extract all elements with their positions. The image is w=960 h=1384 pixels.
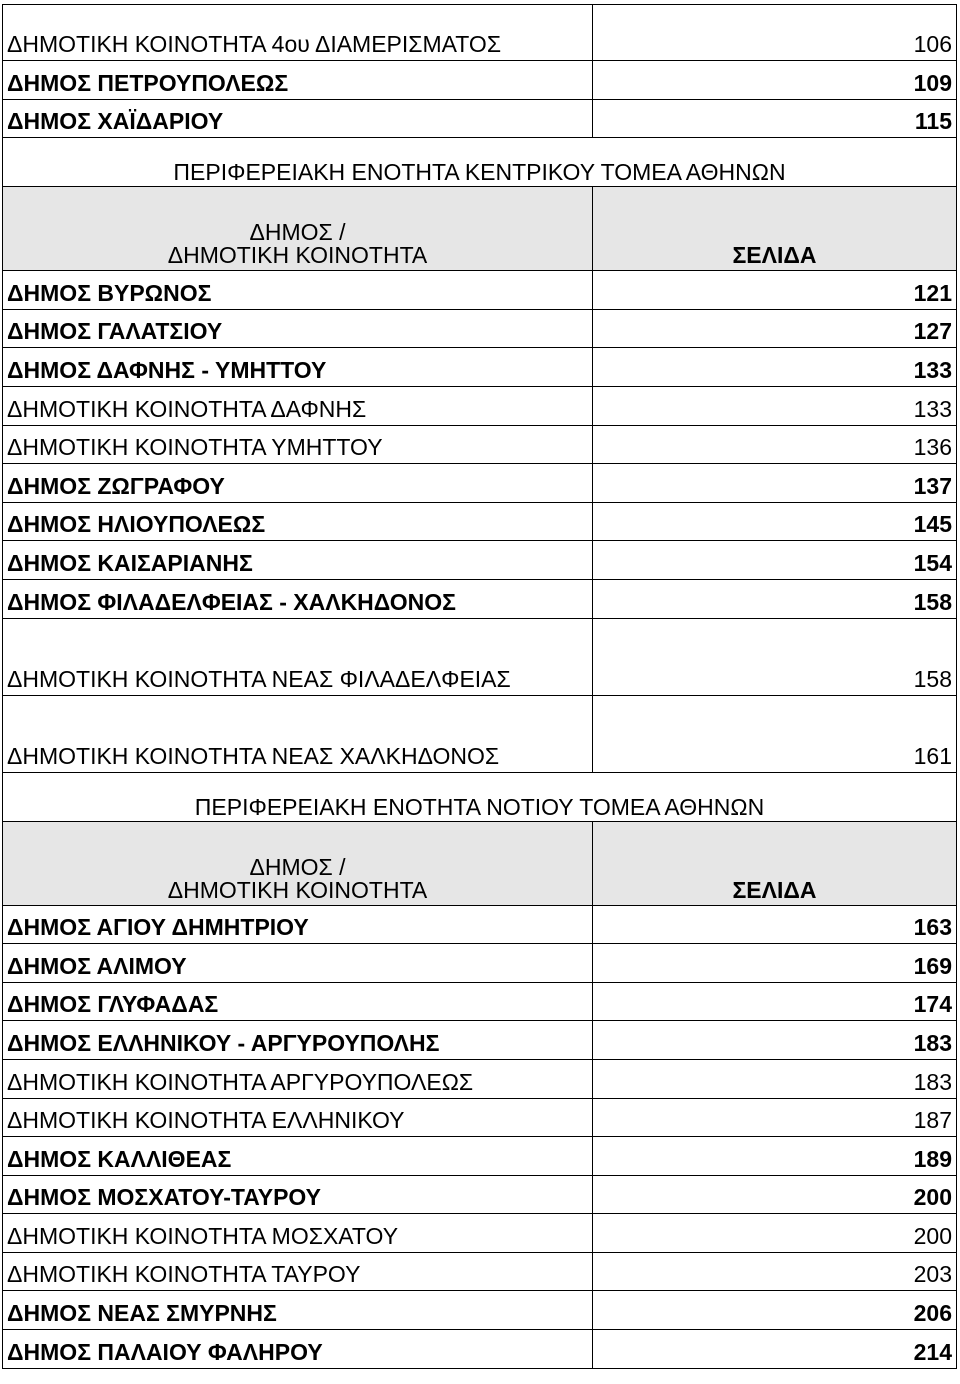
column-header-row [3, 821, 957, 905]
entry-page-number: 115 [593, 99, 957, 138]
entry-page-number: 183 [593, 1021, 957, 1060]
entry-name: ΔΗΜΟΣ ΜΟΣΧΑΤΟΥ-ΤΑΥΡΟΥ [3, 1175, 593, 1214]
entry-page-number: 187 [593, 1098, 957, 1137]
entry-page-number: 109 [593, 61, 957, 100]
entry-name: ΔΗΜΟΤΙΚΗ ΚΟΙΝΟΤΗΤΑ ΜΟΣΧΑΤΟΥ [3, 1214, 593, 1253]
entry-page-number: 158 [593, 579, 957, 618]
entry-name: ΔΗΜΟΣ ΒΥΡΩΝΟΣ [3, 271, 593, 310]
index-row [3, 386, 957, 425]
entry-name: ΔΗΜΟΣ ΧΑΪΔΑΡΙΟΥ [3, 99, 593, 138]
entry-page-number: 145 [593, 502, 957, 541]
entry-name: ΔΗΜΟΣ ΓΛΥΦΑΔΑΣ [3, 982, 593, 1021]
index-row [3, 1291, 957, 1330]
index-row [3, 905, 957, 944]
entry-page-number: 206 [593, 1291, 957, 1330]
entry-name: ΔΗΜΟΣ ΚΑΛΛΙΘΕΑΣ [3, 1137, 593, 1176]
index-row [3, 1021, 957, 1060]
index-row [3, 618, 957, 695]
column-header-line-2: ΔΗΜΟΤΙΚΗ ΚΟΙΝΟΤΗΤΑ [167, 242, 428, 269]
index-row [3, 695, 957, 772]
index-row [3, 1252, 957, 1291]
entry-page-number: 200 [593, 1175, 957, 1214]
entry-page-number: 169 [593, 944, 957, 983]
entry-name: ΔΗΜΟΤΙΚΗ ΚΟΙΝΟΤΗΤΑ ΝΕΑΣ ΧΑΛΚΗΔΟΝΟΣ [3, 695, 593, 772]
entry-name: ΔΗΜΟΣ ΠΑΛΑΙΟΥ ΦΑΛΗΡΟΥ [3, 1330, 593, 1369]
entry-name: ΔΗΜΟΣ ΓΑΛΑΤΣΙΟΥ [3, 309, 593, 348]
region-heading-row [3, 772, 957, 821]
column-header-row [3, 187, 957, 271]
entry-page-number: 200 [593, 1214, 957, 1253]
index-row [3, 309, 957, 348]
entry-page-number: 121 [593, 271, 957, 310]
index-row [3, 348, 957, 387]
index-row [3, 464, 957, 503]
entry-page-number: 106 [593, 5, 957, 61]
entry-page-number: 158 [593, 618, 957, 695]
index-row [3, 579, 957, 618]
entry-name: ΔΗΜΟΣ ΗΛΙΟΥΠΟΛΕΩΣ [3, 502, 593, 541]
entry-name: ΔΗΜΟΣ ΝΕΑΣ ΣΜΥΡΝΗΣ [3, 1291, 593, 1330]
entry-page-number: 203 [593, 1252, 957, 1291]
index-row [3, 1098, 957, 1137]
index-row [3, 1214, 957, 1253]
entry-name: ΔΗΜΟΣ ΚΑΙΣΑΡΙΑΝΗΣ [3, 541, 593, 580]
index-row [3, 502, 957, 541]
entry-name: ΔΗΜΟΣ ΑΛΙΜΟΥ [3, 944, 593, 983]
entry-name: ΔΗΜΟΣ ΕΛΛΗΝΙΚΟΥ - ΑΡΓΥΡΟΥΠΟΛΗΣ [3, 1021, 593, 1060]
entry-page-number: 214 [593, 1330, 957, 1369]
entry-name: ΔΗΜΟΣ ΔΑΦΝΗΣ - ΥΜΗΤΤΟΥ [3, 348, 593, 387]
entry-page-number: 136 [593, 425, 957, 464]
entry-page-number: 161 [593, 695, 957, 772]
entry-name: ΔΗΜΟΣ ΖΩΓΡΑΦΟΥ [3, 464, 593, 503]
column-header-line-1: ΔΗΜΟΣ / [249, 219, 346, 246]
entry-page-number: 133 [593, 386, 957, 425]
index-row [3, 982, 957, 1021]
index-row [3, 1137, 957, 1176]
entry-page-number: 127 [593, 309, 957, 348]
entry-name: ΔΗΜΟΤΙΚΗ ΚΟΙΝΟΤΗΤΑ ΔΑΦΝΗΣ [3, 386, 593, 425]
entry-name: ΔΗΜΟΤΙΚΗ ΚΟΙΝΟΤΗΤΑ ΤΑΥΡΟΥ [3, 1252, 593, 1291]
entry-page-number: 137 [593, 464, 957, 503]
entry-page-number: 174 [593, 982, 957, 1021]
entry-page-number: 133 [593, 348, 957, 387]
entry-name: ΔΗΜΟΣ ΑΓΙΟΥ ΔΗΜΗΤΡΙΟΥ [3, 905, 593, 944]
index-row [3, 541, 957, 580]
index-row [3, 61, 957, 100]
column-header-page: ΣΕΛΙΔΑ [593, 821, 957, 905]
index-table-body [3, 5, 957, 1369]
entry-name: ΔΗΜΟΤΙΚΗ ΚΟΙΝΟΤΗΤΑ ΑΡΓΥΡΟΥΠΟΛΕΩΣ [3, 1059, 593, 1098]
entry-name: ΔΗΜΟΤΙΚΗ ΚΟΙΝΟΤΗΤΑ ΥΜΗΤΤΟΥ [3, 425, 593, 464]
column-header-municipality [3, 821, 593, 905]
entry-name: ΔΗΜΟΣ ΠΕΤΡΟΥΠΟΛΕΩΣ [3, 61, 593, 100]
entry-page-number: 189 [593, 1137, 957, 1176]
index-row [3, 1059, 957, 1098]
entry-name: ΔΗΜΟΤΙΚΗ ΚΟΙΝΟΤΗΤΑ ΕΛΛΗΝΙΚΟΥ [3, 1098, 593, 1137]
entry-name: ΔΗΜΟΤΙΚΗ ΚΟΙΝΟΤΗΤΑ 4ου ΔΙΑΜΕΡΙΣΜΑΤΟΣ [3, 5, 593, 61]
column-header-line-2: ΔΗΜΟΤΙΚΗ ΚΟΙΝΟΤΗΤΑ [167, 876, 428, 903]
column-header-line-1: ΔΗΜΟΣ / [249, 853, 346, 880]
index-row [3, 1330, 957, 1369]
column-header-page: ΣΕΛΙΔΑ [593, 187, 957, 271]
entry-page-number: 183 [593, 1059, 957, 1098]
entry-page-number: 163 [593, 905, 957, 944]
region-heading: ΠΕΡΙΦΕΡΕΙΑΚΗ ΕΝΟΤΗΤΑ ΚΕΝΤΡΙΚΟΥ ΤΟΜΕΑ ΑΘΗΝΩΝ [3, 138, 957, 187]
index-table [2, 4, 957, 1369]
index-row [3, 425, 957, 464]
index-row [3, 1175, 957, 1214]
index-row [3, 5, 957, 61]
entry-name: ΔΗΜΟΤΙΚΗ ΚΟΙΝΟΤΗΤΑ ΝΕΑΣ ΦΙΛΑΔΕΛΦΕΙΑΣ [3, 618, 593, 695]
index-row [3, 944, 957, 983]
entry-name: ΔΗΜΟΣ ΦΙΛΑΔΕΛΦΕΙΑΣ - ΧΑΛΚΗΔΟΝΟΣ [3, 579, 593, 618]
column-header-municipality [3, 187, 593, 271]
index-row [3, 99, 957, 138]
region-heading-row [3, 138, 957, 187]
index-row [3, 271, 957, 310]
region-heading: ΠΕΡΙΦΕΡΕΙΑΚΗ ΕΝΟΤΗΤΑ ΝΟΤΙΟΥ ΤΟΜΕΑ ΑΘΗΝΩΝ [3, 772, 957, 821]
entry-page-number: 154 [593, 541, 957, 580]
